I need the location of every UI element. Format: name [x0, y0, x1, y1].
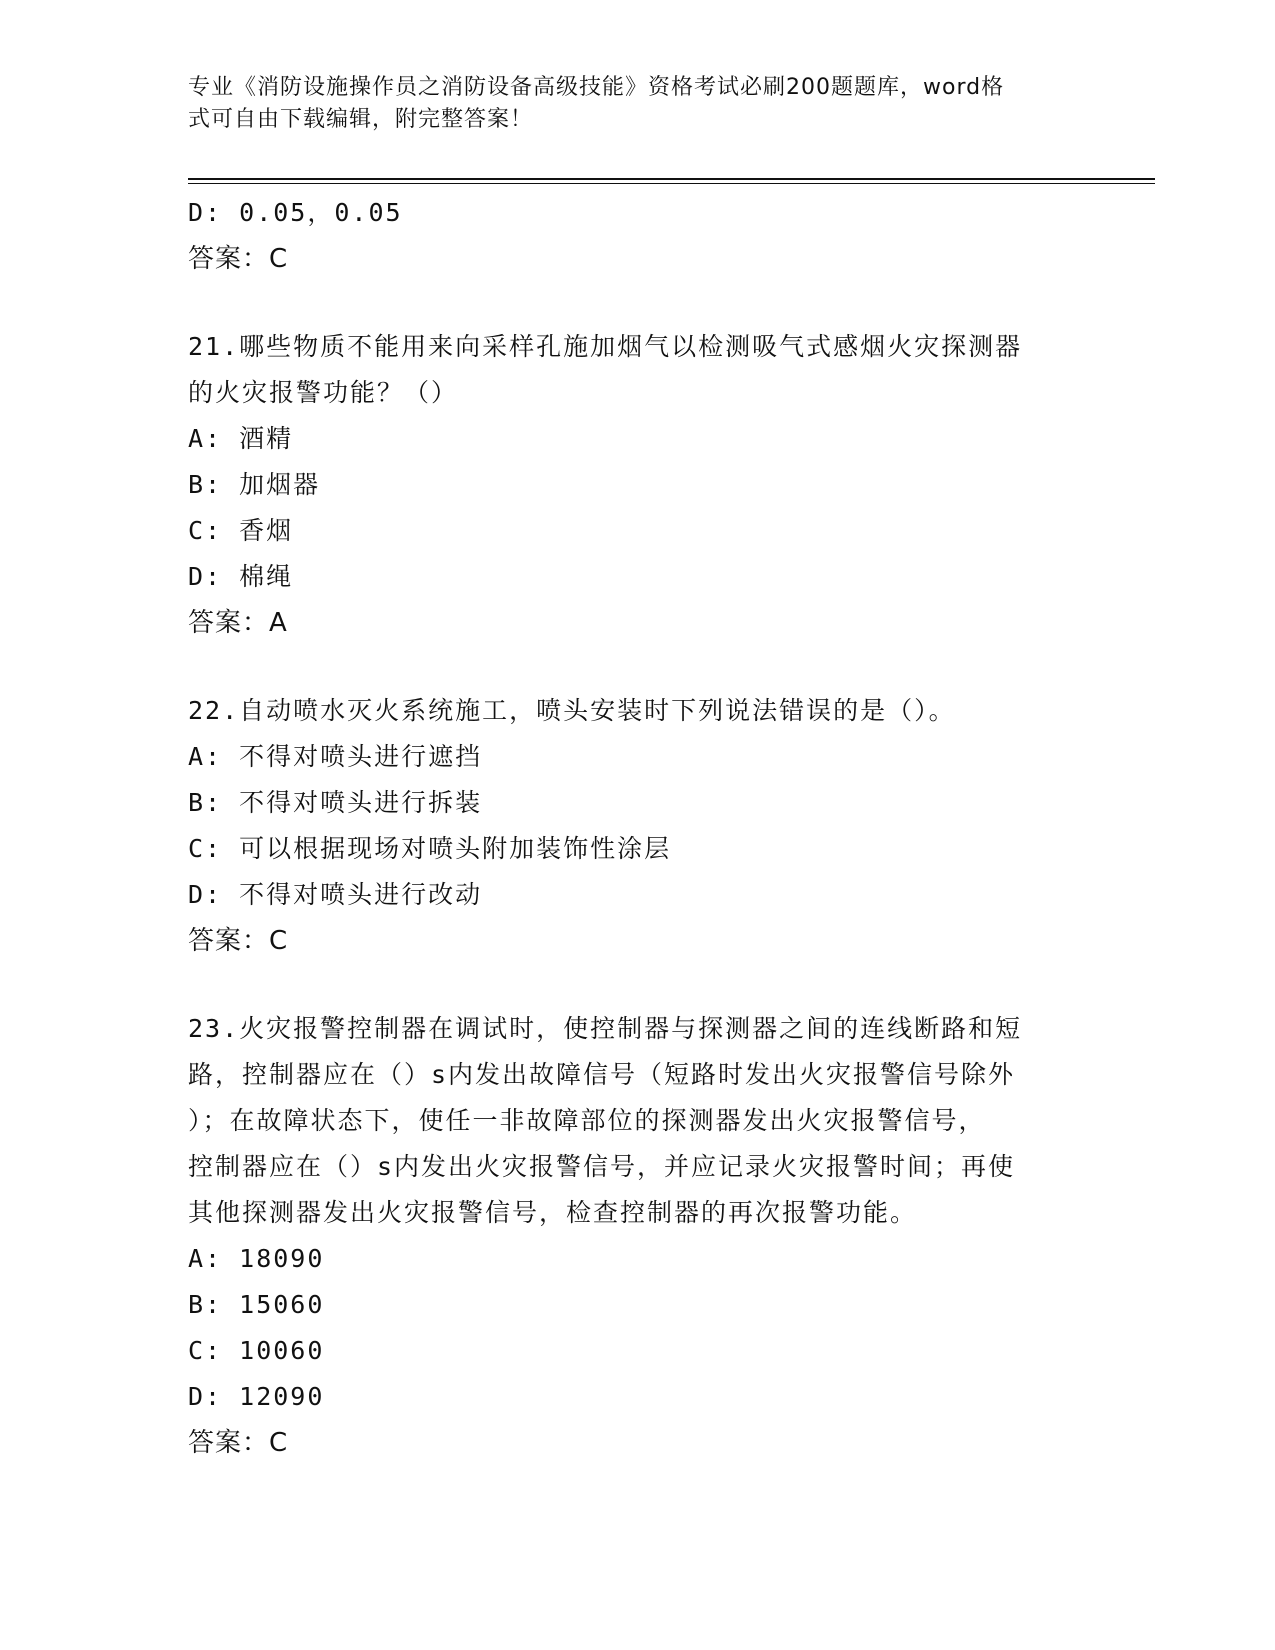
- header-line-2: 式可自由下载编辑，附完整答案！: [188, 107, 534, 132]
- option-c: C: 香烟: [188, 516, 294, 545]
- option-d: D: 0.05，0.05: [188, 198, 403, 227]
- spacer: [188, 646, 1088, 688]
- option-b: B: 加烟器: [188, 470, 321, 499]
- question-text: 22.自动喷水灭火系统施工，喷头安装时下列说法错误的是（）。: [188, 696, 956, 725]
- question-21: [188, 324, 1088, 646]
- question-text: ）；在故障状态下，使任一非故障部位的探测器发出火灾报警信号，: [188, 1106, 986, 1135]
- option-a: A: 18090: [188, 1244, 325, 1273]
- header-divider: [188, 178, 1155, 180]
- option-d: D: 不得对喷头进行改动: [188, 880, 483, 909]
- header-line-1: 专业《消防设施操作员之消防设备高级技能》资格考试必刷200题题库，word格: [188, 75, 1005, 100]
- answer: 答案：C: [188, 1428, 289, 1458]
- header-divider-thin: [188, 183, 1155, 184]
- answer: 答案：C: [188, 926, 289, 956]
- page-header: [188, 72, 1068, 136]
- question-text: 23.火灾报警控制器在调试时，使控制器与探测器之间的连线断路和短: [188, 1014, 1023, 1043]
- question-text: 路，控制器应在（）s内发出故障信号（短路时发出火灾报警信号除外: [188, 1060, 1016, 1089]
- question-text: 其他探测器发出火灾报警信号，检查控制器的再次报警功能。: [188, 1198, 918, 1227]
- document-body: [188, 190, 1088, 1466]
- answer: 答案：C: [188, 244, 289, 274]
- question-text: 控制器应在（）s内发出火灾报警信号，并应记录火灾报警时间；再使: [188, 1152, 1016, 1181]
- question-text: 21.哪些物质不能用来向采样孔施加烟气以检测吸气式感烟火灾探测器: [188, 332, 1023, 361]
- option-c: C: 可以根据现场对喷头附加装饰性涂层: [188, 834, 672, 863]
- option-a: A: 不得对喷头进行遮挡: [188, 742, 483, 771]
- spacer: [188, 964, 1088, 1006]
- option-b: B: 15060: [188, 1290, 325, 1319]
- option-b: B: 不得对喷头进行拆装: [188, 788, 483, 817]
- answer: 答案：A: [188, 608, 288, 638]
- spacer: [188, 282, 1088, 324]
- option-c: C: 10060: [188, 1336, 325, 1365]
- option-d: D: 棉绳: [188, 562, 294, 591]
- question-text: 的火灾报警功能？（）: [188, 378, 459, 407]
- question-22: [188, 688, 1088, 964]
- option-a: A: 酒精: [188, 424, 294, 453]
- option-d: D: 12090: [188, 1382, 325, 1411]
- question-23: [188, 1006, 1088, 1466]
